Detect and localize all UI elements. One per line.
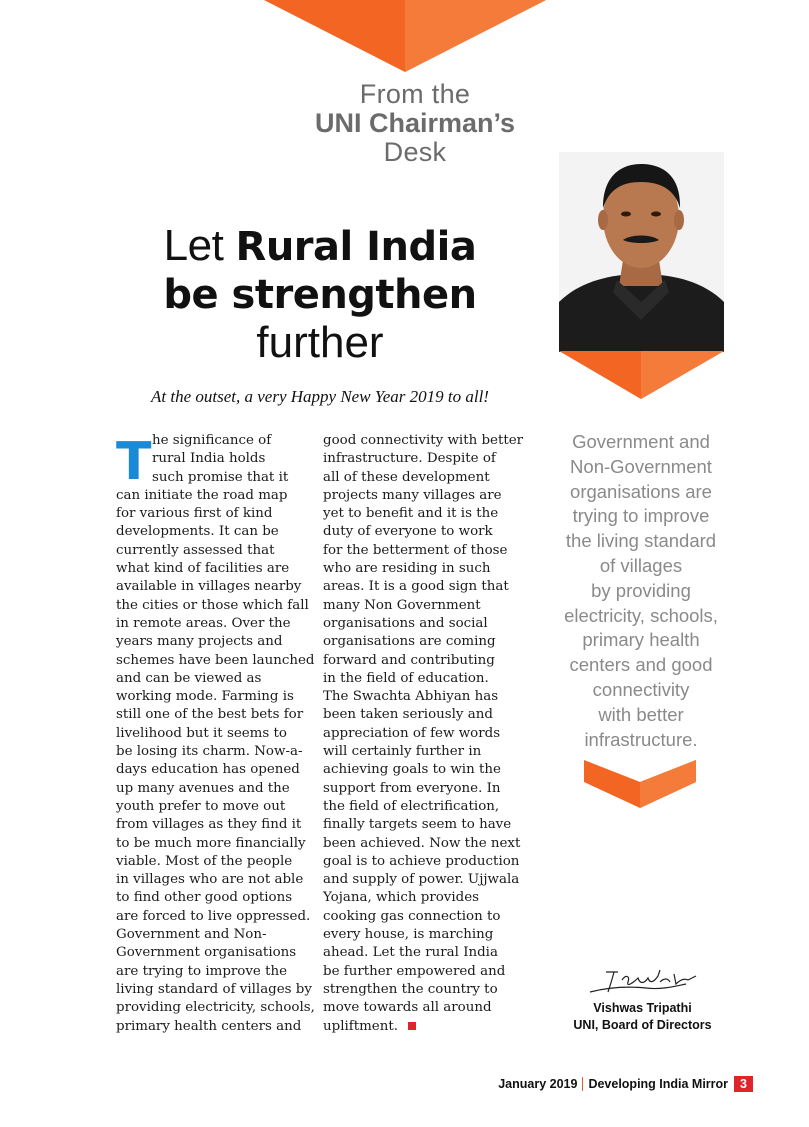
signature-mark	[586, 962, 706, 998]
body-line: in villages who are not able	[116, 872, 304, 888]
body-line: in remote areas. Over the	[116, 615, 291, 631]
body-line: every house, is marching	[323, 927, 494, 943]
pull-quote-line: by providing	[591, 579, 691, 601]
body-line: finally targets seem to have	[323, 817, 512, 833]
pull-quote-line: of villages	[599, 554, 683, 576]
pull-quote-line: the living standard	[565, 530, 717, 552]
body-line: move towards all around	[323, 1000, 492, 1016]
body-line: cooking gas connection to	[323, 908, 501, 924]
body-line: The Swachta Abhiyan has	[323, 689, 499, 705]
body-line: schemes have been launched	[116, 652, 315, 668]
pull-quote-line: electricity, schools,	[564, 604, 718, 626]
body-line: from villages as they find it	[116, 817, 302, 833]
body-line: primary health centers and	[116, 1018, 302, 1034]
body-column-1	[116, 432, 315, 1036]
body-line: and can be viewed as	[116, 670, 262, 686]
body-line: infrastructure. Despite of	[323, 451, 496, 467]
quote-chevron-decoration	[584, 760, 696, 808]
body-line: are trying to improve the	[116, 963, 288, 979]
body-line-last	[323, 1018, 519, 1036]
body-line: ahead. Let the rural India	[323, 945, 498, 961]
body-line: are forced to live oppressed.	[116, 908, 311, 924]
section-heading-line3: Desk	[383, 137, 447, 167]
end-mark-icon	[408, 1022, 416, 1030]
body-line: will certainly further in	[323, 744, 482, 760]
section-heading-line2: UNI Chairman’s	[314, 108, 516, 138]
signer-role: UNI, Board of Directors	[573, 1018, 712, 1032]
body-line: appreciation of few words	[323, 725, 501, 741]
body-line: all of these development	[323, 469, 490, 485]
body-line: can initiate the road map	[116, 487, 288, 503]
body-line: goal is to achieve production	[323, 853, 520, 869]
body-line: to find other good options	[116, 890, 293, 906]
dropcap-letter: T	[116, 432, 152, 492]
body-line: Yojana, which provides	[323, 890, 479, 906]
body-line: and supply of power. Ujjwala	[323, 872, 520, 888]
pull-quote-line: Non-Government	[570, 455, 712, 477]
body-line: good connectivity with better	[323, 433, 524, 448]
headline-part1: Let	[163, 221, 224, 270]
section-heading-line1: From the	[359, 79, 471, 109]
pull-quote-line: Government and	[572, 431, 710, 452]
body-line: areas. It is a good sign that	[323, 579, 509, 595]
page-footer	[498, 1076, 753, 1092]
body-line: living standard of villages by	[116, 981, 312, 997]
body-line-last-text: upliftment.	[323, 1018, 398, 1034]
body-line: currently assessed that	[116, 542, 275, 558]
body-line: be further empowered and	[323, 963, 506, 979]
body-line: for various first of kind	[116, 506, 273, 522]
pull-quote-line: primary health	[582, 629, 700, 651]
body-line: Government and Non-	[116, 927, 267, 943]
pull-quote-line: trying to improve	[572, 505, 710, 527]
footer-separator	[582, 1077, 583, 1091]
body-line: for the betterment of those	[323, 542, 508, 558]
body-line: rural India holds	[152, 451, 266, 467]
body-column-2	[323, 432, 524, 1036]
body-line: up many avenues and the	[116, 780, 290, 796]
body-line: organisations and social	[323, 615, 488, 631]
body-line: strengthen the country to	[323, 981, 498, 997]
pull-quote-line: infrastructure.	[584, 728, 698, 750]
body-line: achieving goals to win the	[323, 762, 501, 778]
body-line: yet to benefit and it is the	[323, 506, 499, 522]
body-line: the cities or those which fall	[116, 597, 309, 613]
body-line: support from everyone. In	[323, 780, 501, 796]
body-line: livelihood but it seems to	[116, 725, 287, 741]
body-line: working mode. Farming is	[116, 689, 294, 705]
footer-date: January 2019	[498, 1077, 578, 1091]
pull-quote	[555, 430, 727, 752]
pull-quote-line: with better	[598, 703, 684, 725]
top-chevron-decoration	[264, 0, 546, 72]
intro-line: At the outset, a very Happy New Year 2019 to all!	[151, 387, 489, 406]
body-line: years many projects and	[116, 634, 283, 650]
body-line: such promise that it	[152, 469, 289, 485]
author-portrait	[559, 152, 724, 352]
body-line: be losing its charm. Now-a-	[116, 744, 303, 760]
headline-part2: Rural India	[235, 224, 477, 270]
body-line: still one of the best bets for	[116, 707, 304, 723]
body-line: been achieved. Now the next	[323, 835, 521, 851]
body-line: days education has opened	[116, 762, 300, 778]
body-line: many Non Government	[323, 597, 481, 613]
portrait-chevron-decoration	[559, 351, 724, 399]
body-line: forward and contributing	[323, 652, 495, 668]
footer-publication: Developing India Mirror	[588, 1077, 729, 1091]
body-line: viable. Most of the people	[116, 853, 293, 869]
body-line: been taken seriously and	[323, 707, 493, 723]
body-line: providing electricity, schools,	[116, 1000, 315, 1016]
pull-quote-line: connectivity	[592, 678, 690, 700]
section-heading	[250, 80, 580, 167]
body-line: Government organisations	[116, 945, 297, 961]
body-line: duty of everyone to work	[323, 524, 493, 540]
portrait-illustration	[559, 152, 724, 352]
body-line: youth prefer to move out	[116, 798, 286, 814]
body-line: to be much more financially	[116, 835, 306, 851]
pull-quote-line: organisations are	[570, 480, 712, 502]
signer-name: Vishwas Tripathi	[593, 1001, 692, 1015]
body-line: who are residing in such	[323, 561, 491, 577]
body-line: the field of electrification,	[323, 798, 500, 814]
body-line: he significance of	[152, 433, 272, 448]
body-line: projects many villages are	[323, 487, 502, 503]
headline-part3: be strengthen	[163, 272, 477, 318]
headline-part4: further	[256, 318, 384, 367]
body-line: available in villages nearby	[116, 579, 302, 595]
body-line: what kind of facilities are	[116, 561, 290, 577]
pull-quote-line: centers and good	[569, 654, 713, 676]
body-line: in the field of education.	[323, 670, 489, 686]
page-number-badge: 3	[734, 1076, 753, 1092]
body-line: developments. It can be	[116, 524, 279, 540]
article-headline	[120, 222, 520, 367]
body-line: organisations are coming	[323, 634, 496, 650]
